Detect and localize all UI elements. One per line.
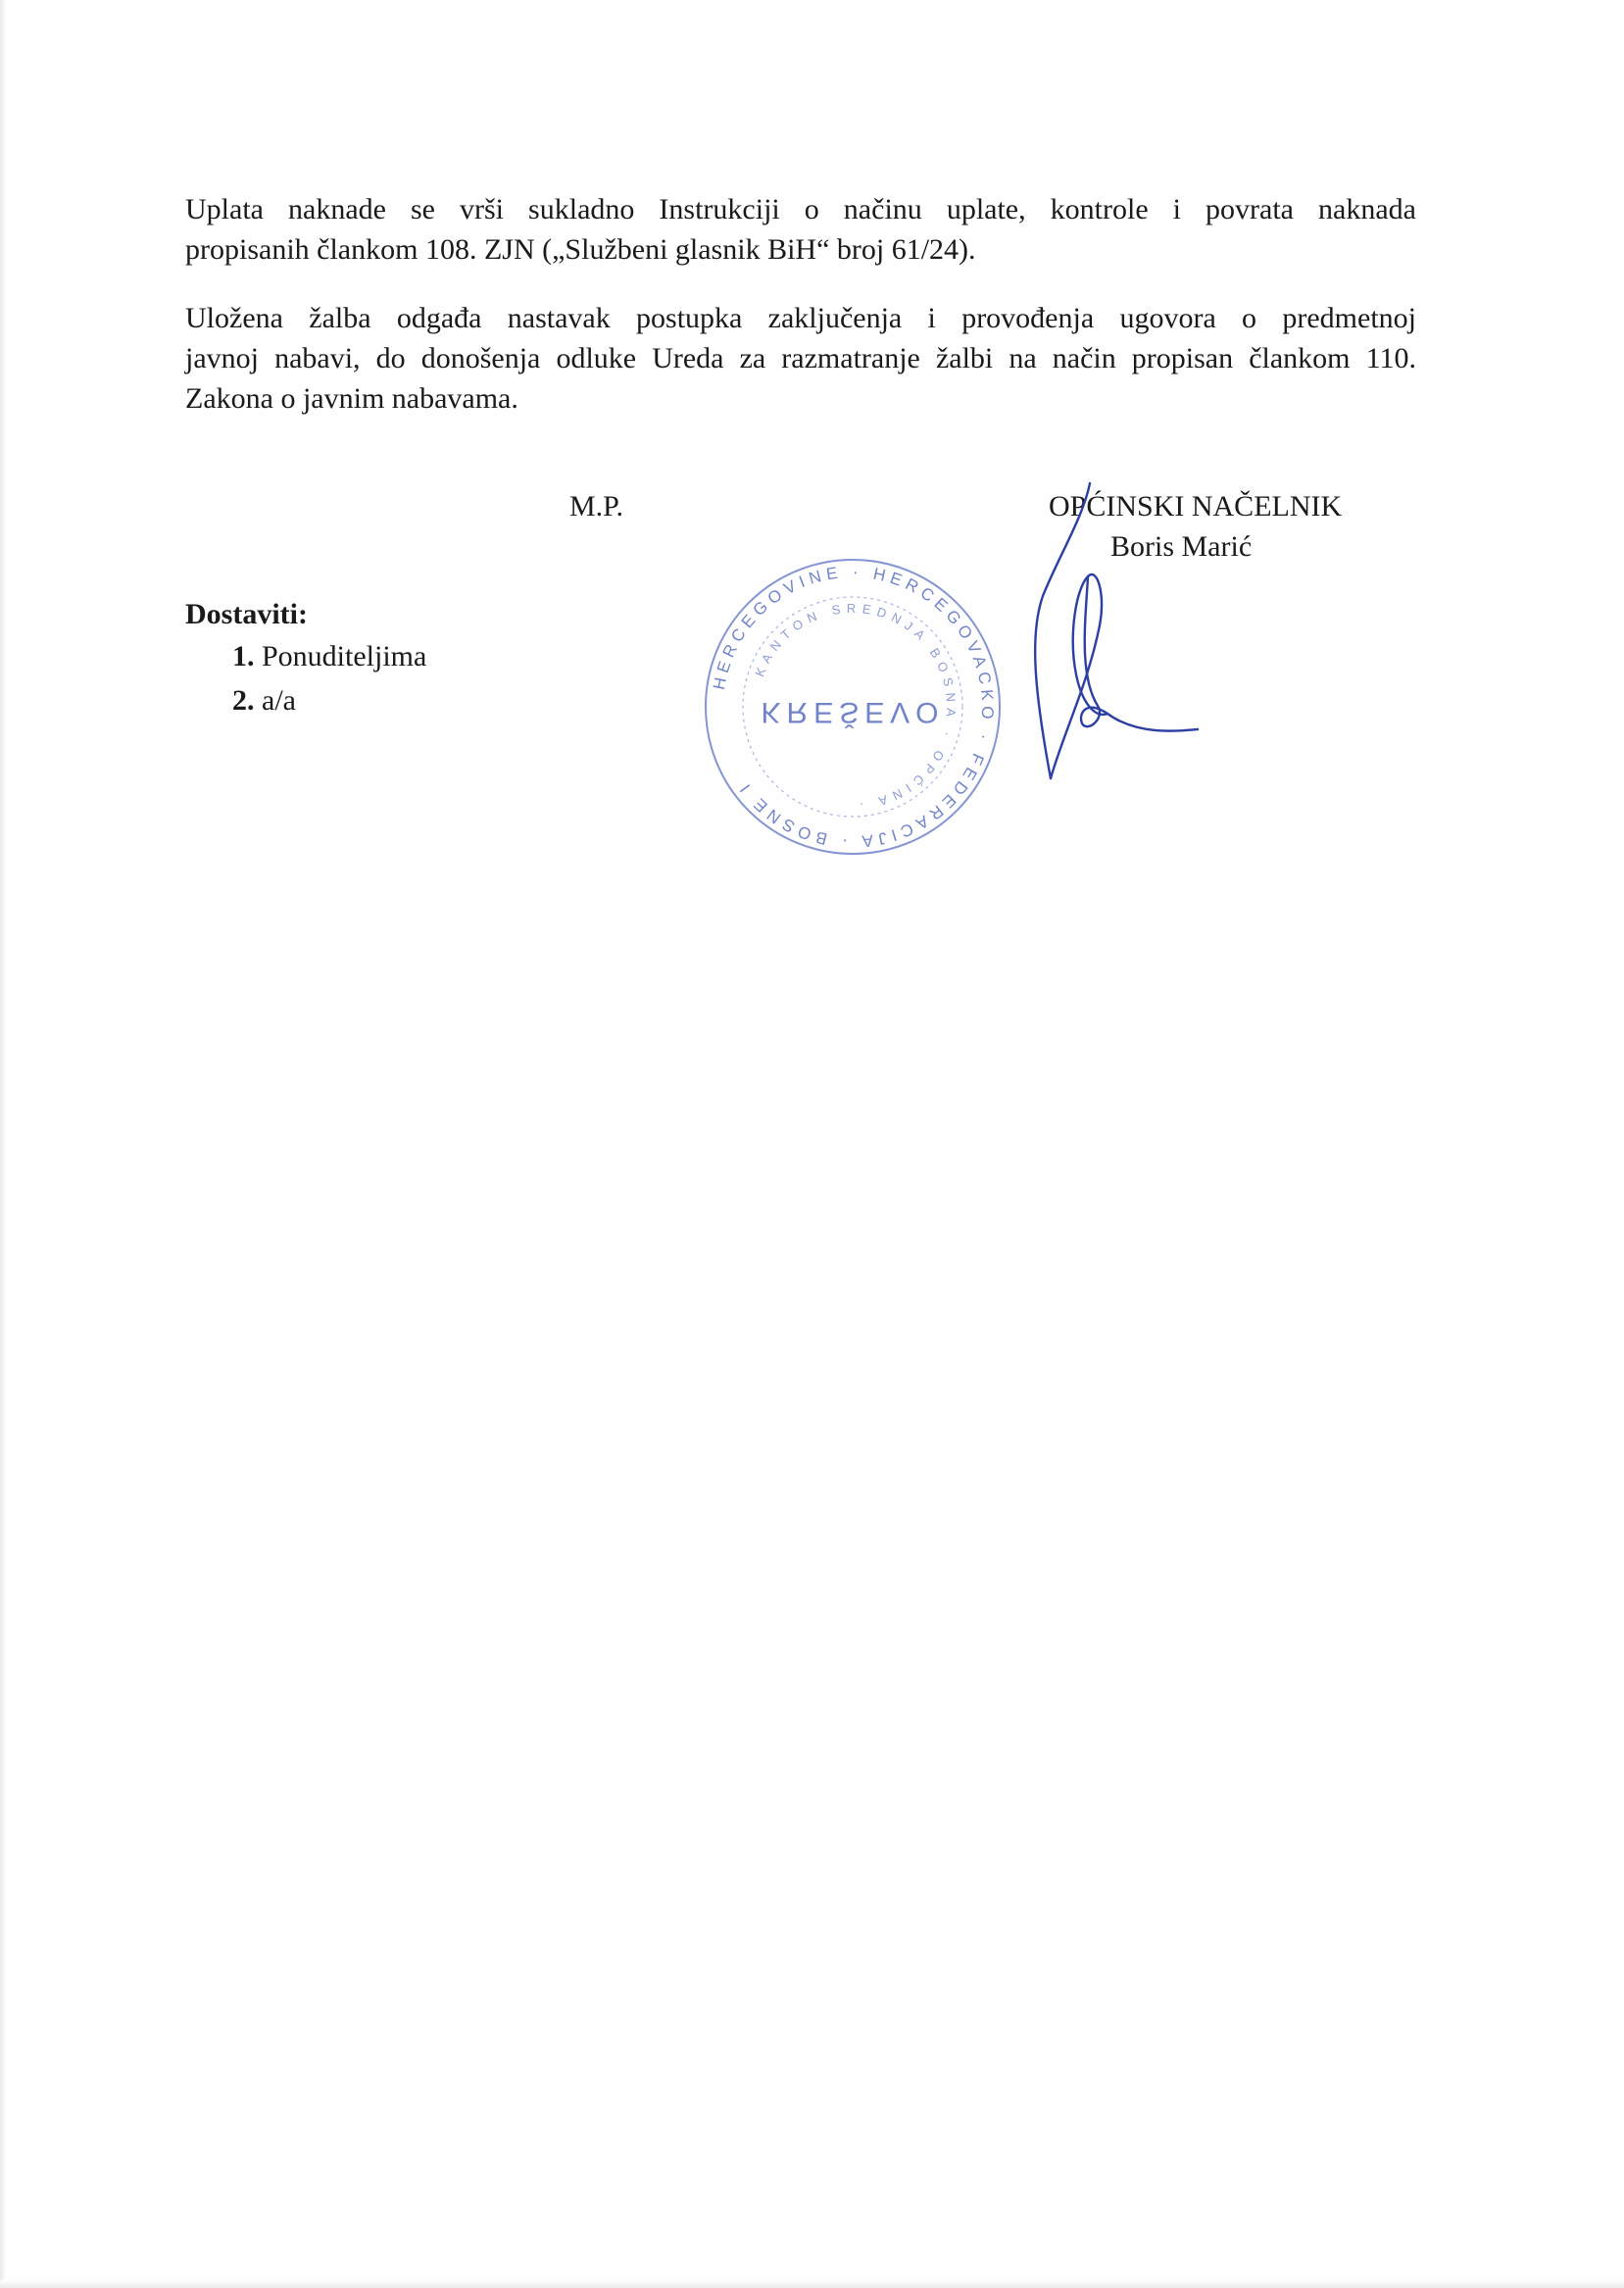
seal-placeholder-label: M.P. [569,490,624,522]
scan-edge-bottom [0,2280,1624,2288]
svg-text:KANTON SREDNJA BOSNA · OPĆINA: KANTON SREDNJA BOSNA · OPĆINA · [752,600,960,814]
paragraph-line: Uložena žalba odgađa nastavak postupka zaključenja i provođenja ugovora o predmetnoj [185,302,1416,334]
delivery-items [185,634,426,722]
list-item-text: Ponuditeljima [262,640,427,672]
list-item-number: 2. [232,684,255,717]
stamp-center-text: KREŠEVO [761,696,945,728]
paragraph-line: javnoj nabavi, do donošenja odluke Ureda za razmatranje žalbi na način propisan člankom 110. [185,342,1416,374]
svg-text:HERCEGOVINE · HERCEGOVACKO · F: HERCEGOVINE · HERCEGOVACKO · FEDERACIJA · BOSNE I [710,562,998,852]
list-item-number: 1. [232,640,255,672]
paragraph-line: propisanih člankom 108. ZJN („Službeni glasnik BiH“ broj 61/24). [185,233,976,266]
paragraph-line: Uplata naknade se vrši sukladno Instrukciji o načinu uplate, kontrole i povrata naknada [185,193,1416,225]
paragraph-line: Zakona o javnim nabavama. [185,382,518,415]
signatory-title: OPĆINSKI NAČELNIK [1049,490,1343,522]
list-item [232,634,426,678]
scan-edge-left [0,0,6,2288]
handwritten-signature [1029,478,1201,790]
delivery-heading: Dostaviti: [185,598,308,630]
paragraph-appeal-suspension [185,298,1416,419]
delivery-list [185,594,426,722]
paragraph-payment-instructions [185,189,1416,270]
signatory-name: Boris Marić [1110,530,1253,563]
list-item [232,678,426,722]
list-item-text: a/a [262,684,296,717]
official-stamp [698,552,1008,862]
